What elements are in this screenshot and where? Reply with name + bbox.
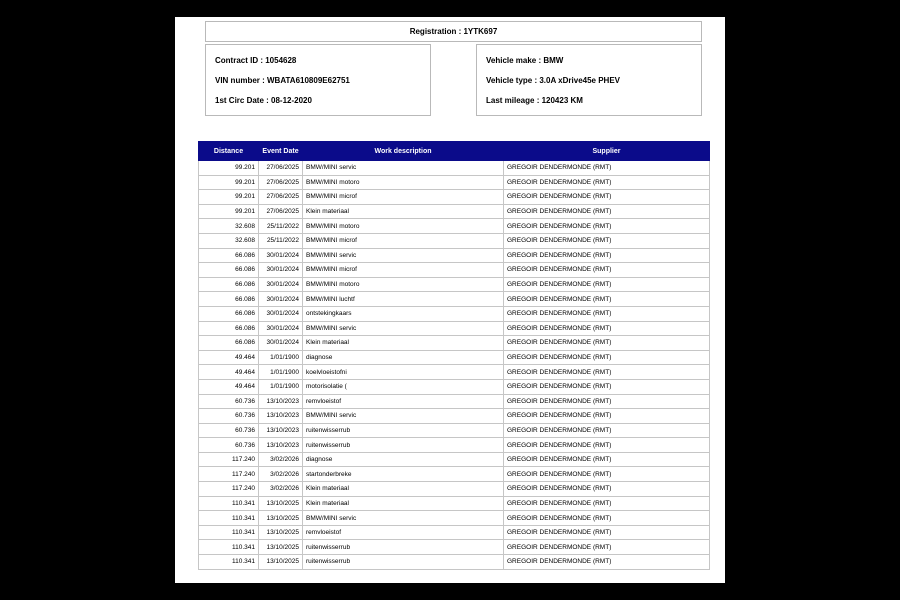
work-description-cell: motorisolatie (: [303, 379, 504, 394]
work-description-cell: remvloeistof: [303, 394, 504, 409]
table-header-row: [199, 142, 710, 161]
supplier-cell: GREGOIR DENDERMONDE (RMT): [504, 321, 710, 336]
distance-cell: 99.201: [199, 175, 259, 190]
work-description-cell: Klein materiaal: [303, 482, 504, 497]
vehicle-info-box: [476, 44, 702, 116]
distance-cell: 32.608: [199, 233, 259, 248]
event-date-cell: 1/01/1900: [259, 379, 303, 394]
distance-cell: 66.086: [199, 248, 259, 263]
table-row: [199, 482, 710, 497]
table-row: [199, 555, 710, 570]
supplier-cell: GREGOIR DENDERMONDE (RMT): [504, 263, 710, 278]
table-row: [199, 379, 710, 394]
table-row: [199, 292, 710, 307]
table-row: [199, 336, 710, 351]
distance-cell: 60.736: [199, 409, 259, 424]
work-description-cell: BMW/MINI motoro: [303, 277, 504, 292]
supplier-cell: GREGOIR DENDERMONDE (RMT): [504, 161, 710, 176]
table-row: [199, 452, 710, 467]
registration-box: [205, 21, 702, 42]
distance-cell: 110.341: [199, 555, 259, 570]
supplier-cell: GREGOIR DENDERMONDE (RMT): [504, 292, 710, 307]
document-page: [175, 17, 725, 583]
event-date-cell: 27/06/2025: [259, 175, 303, 190]
table-row: [199, 321, 710, 336]
event-date-cell: 3/02/2026: [259, 467, 303, 482]
table-row: [199, 365, 710, 380]
work-description-cell: Klein materiaal: [303, 496, 504, 511]
table-row: [199, 233, 710, 248]
event-date-cell: 13/10/2025: [259, 511, 303, 526]
contract-info-box: [205, 44, 431, 116]
last-mileage: Last mileage : 120423 KM: [486, 96, 583, 105]
supplier-cell: GREGOIR DENDERMONDE (RMT): [504, 452, 710, 467]
table-row: [199, 204, 710, 219]
work-description-cell: Klein materiaal: [303, 336, 504, 351]
supplier-cell: GREGOIR DENDERMONDE (RMT): [504, 336, 710, 351]
work-description-cell: diagnose: [303, 452, 504, 467]
work-description-cell: BMW/MINI microf: [303, 263, 504, 278]
vehicle-type: Vehicle type : 3.0A xDrive45e PHEV: [486, 76, 620, 85]
supplier-cell: GREGOIR DENDERMONDE (RMT): [504, 175, 710, 190]
supplier-cell: GREGOIR DENDERMONDE (RMT): [504, 219, 710, 234]
distance-cell: 110.341: [199, 496, 259, 511]
distance-cell: 60.736: [199, 394, 259, 409]
distance-cell: 110.341: [199, 540, 259, 555]
distance-cell: 60.736: [199, 438, 259, 453]
event-date-cell: 30/01/2024: [259, 292, 303, 307]
supplier-cell: GREGOIR DENDERMONDE (RMT): [504, 277, 710, 292]
event-date-cell: 27/06/2025: [259, 204, 303, 219]
event-date-cell: 27/06/2025: [259, 190, 303, 205]
event-date-cell: 13/10/2023: [259, 394, 303, 409]
distance-cell: 110.341: [199, 511, 259, 526]
event-date-cell: 13/10/2025: [259, 555, 303, 570]
table-row: [199, 175, 710, 190]
event-date-cell: 13/10/2023: [259, 409, 303, 424]
supplier-cell: GREGOIR DENDERMONDE (RMT): [504, 365, 710, 380]
distance-cell: 60.736: [199, 423, 259, 438]
distance-cell: 66.086: [199, 306, 259, 321]
work-description-cell: BMW/MINI servic: [303, 161, 504, 176]
column-header-distance: Distance: [199, 142, 259, 161]
supplier-cell: GREGOIR DENDERMONDE (RMT): [504, 248, 710, 263]
work-description-cell: ontstekingkaars: [303, 306, 504, 321]
table-row: [199, 190, 710, 205]
supplier-cell: GREGOIR DENDERMONDE (RMT): [504, 379, 710, 394]
work-description-cell: remvloeistof: [303, 525, 504, 540]
table-row: [199, 409, 710, 424]
column-header-work-description: Work description: [303, 142, 504, 161]
distance-cell: 49.464: [199, 379, 259, 394]
work-description-cell: diagnose: [303, 350, 504, 365]
table-row: [199, 496, 710, 511]
distance-cell: 49.464: [199, 350, 259, 365]
column-header-supplier: Supplier: [504, 142, 710, 161]
contract-id: Contract ID : 1054628: [215, 56, 297, 65]
supplier-cell: GREGOIR DENDERMONDE (RMT): [504, 423, 710, 438]
table-row: [199, 161, 710, 176]
distance-cell: 32.608: [199, 219, 259, 234]
table-row: [199, 263, 710, 278]
work-description-cell: Klein materiaal: [303, 204, 504, 219]
work-description-cell: ruitenwisserrub: [303, 555, 504, 570]
event-date-cell: 1/01/1900: [259, 350, 303, 365]
column-header-event-date: Event Date: [259, 142, 303, 161]
supplier-cell: GREGOIR DENDERMONDE (RMT): [504, 394, 710, 409]
distance-cell: 117.240: [199, 452, 259, 467]
work-description-cell: BMW/MINI servic: [303, 321, 504, 336]
event-date-cell: 13/10/2023: [259, 423, 303, 438]
supplier-cell: GREGOIR DENDERMONDE (RMT): [504, 350, 710, 365]
work-description-cell: startonderbreke: [303, 467, 504, 482]
table-body: [199, 161, 710, 570]
distance-cell: 110.341: [199, 525, 259, 540]
supplier-cell: GREGOIR DENDERMONDE (RMT): [504, 306, 710, 321]
supplier-cell: GREGOIR DENDERMONDE (RMT): [504, 190, 710, 205]
distance-cell: 117.240: [199, 467, 259, 482]
distance-cell: 117.240: [199, 482, 259, 497]
supplier-cell: GREGOIR DENDERMONDE (RMT): [504, 540, 710, 555]
distance-cell: 66.086: [199, 336, 259, 351]
event-date-cell: 13/10/2025: [259, 540, 303, 555]
table-row: [199, 350, 710, 365]
distance-cell: 66.086: [199, 292, 259, 307]
distance-cell: 99.201: [199, 204, 259, 219]
supplier-cell: GREGOIR DENDERMONDE (RMT): [504, 438, 710, 453]
supplier-cell: GREGOIR DENDERMONDE (RMT): [504, 511, 710, 526]
work-description-cell: BMW/MINI luchtf: [303, 292, 504, 307]
work-description-cell: BMW/MINI servic: [303, 248, 504, 263]
work-description-cell: ruitenwisserrub: [303, 423, 504, 438]
work-description-cell: BMW/MINI servic: [303, 511, 504, 526]
supplier-cell: GREGOIR DENDERMONDE (RMT): [504, 482, 710, 497]
distance-cell: 99.201: [199, 190, 259, 205]
event-date-cell: 13/10/2025: [259, 525, 303, 540]
table-row: [199, 511, 710, 526]
supplier-cell: GREGOIR DENDERMONDE (RMT): [504, 409, 710, 424]
table-row: [199, 540, 710, 555]
event-date-cell: 25/11/2022: [259, 219, 303, 234]
event-date-cell: 13/10/2023: [259, 438, 303, 453]
event-date-cell: 30/01/2024: [259, 248, 303, 263]
table-row: [199, 525, 710, 540]
event-date-cell: 25/11/2022: [259, 233, 303, 248]
supplier-cell: GREGOIR DENDERMONDE (RMT): [504, 555, 710, 570]
event-date-cell: 1/01/1900: [259, 365, 303, 380]
event-date-cell: 30/01/2024: [259, 277, 303, 292]
event-date-cell: 30/01/2024: [259, 306, 303, 321]
event-date-cell: 27/06/2025: [259, 161, 303, 176]
table-row: [199, 306, 710, 321]
table-row: [199, 248, 710, 263]
work-description-cell: ruitenwisserrub: [303, 438, 504, 453]
supplier-cell: GREGOIR DENDERMONDE (RMT): [504, 204, 710, 219]
supplier-cell: GREGOIR DENDERMONDE (RMT): [504, 525, 710, 540]
distance-cell: 66.086: [199, 277, 259, 292]
distance-cell: 49.464: [199, 365, 259, 380]
event-date-cell: 30/01/2024: [259, 263, 303, 278]
distance-cell: 99.201: [199, 161, 259, 176]
distance-cell: 66.086: [199, 263, 259, 278]
table-row: [199, 219, 710, 234]
work-description-cell: BMW/MINI microf: [303, 190, 504, 205]
maintenance-history-table: [198, 141, 710, 570]
supplier-cell: GREGOIR DENDERMONDE (RMT): [504, 233, 710, 248]
registration-label: Registration : 1YTK697: [409, 27, 498, 36]
work-description-cell: koelvloeistofni: [303, 365, 504, 380]
supplier-cell: GREGOIR DENDERMONDE (RMT): [504, 496, 710, 511]
work-description-cell: ruitenwisserrub: [303, 540, 504, 555]
table-row: [199, 423, 710, 438]
event-date-cell: 3/02/2026: [259, 452, 303, 467]
work-description-cell: BMW/MINI motoro: [303, 219, 504, 234]
event-date-cell: 30/01/2024: [259, 336, 303, 351]
distance-cell: 66.086: [199, 321, 259, 336]
table-row: [199, 277, 710, 292]
supplier-cell: GREGOIR DENDERMONDE (RMT): [504, 467, 710, 482]
table-row: [199, 394, 710, 409]
vin-number: VIN number : WBATA610809E62751: [215, 76, 350, 85]
work-description-cell: BMW/MINI motoro: [303, 175, 504, 190]
event-date-cell: 13/10/2025: [259, 496, 303, 511]
event-date-cell: 30/01/2024: [259, 321, 303, 336]
table-row: [199, 438, 710, 453]
first-circ-date: 1st Circ Date : 08-12-2020: [215, 96, 312, 105]
table-row: [199, 467, 710, 482]
work-description-cell: BMW/MINI servic: [303, 409, 504, 424]
work-description-cell: BMW/MINI microf: [303, 233, 504, 248]
vehicle-make: Vehicle make : BMW: [486, 56, 564, 65]
event-date-cell: 3/02/2026: [259, 482, 303, 497]
